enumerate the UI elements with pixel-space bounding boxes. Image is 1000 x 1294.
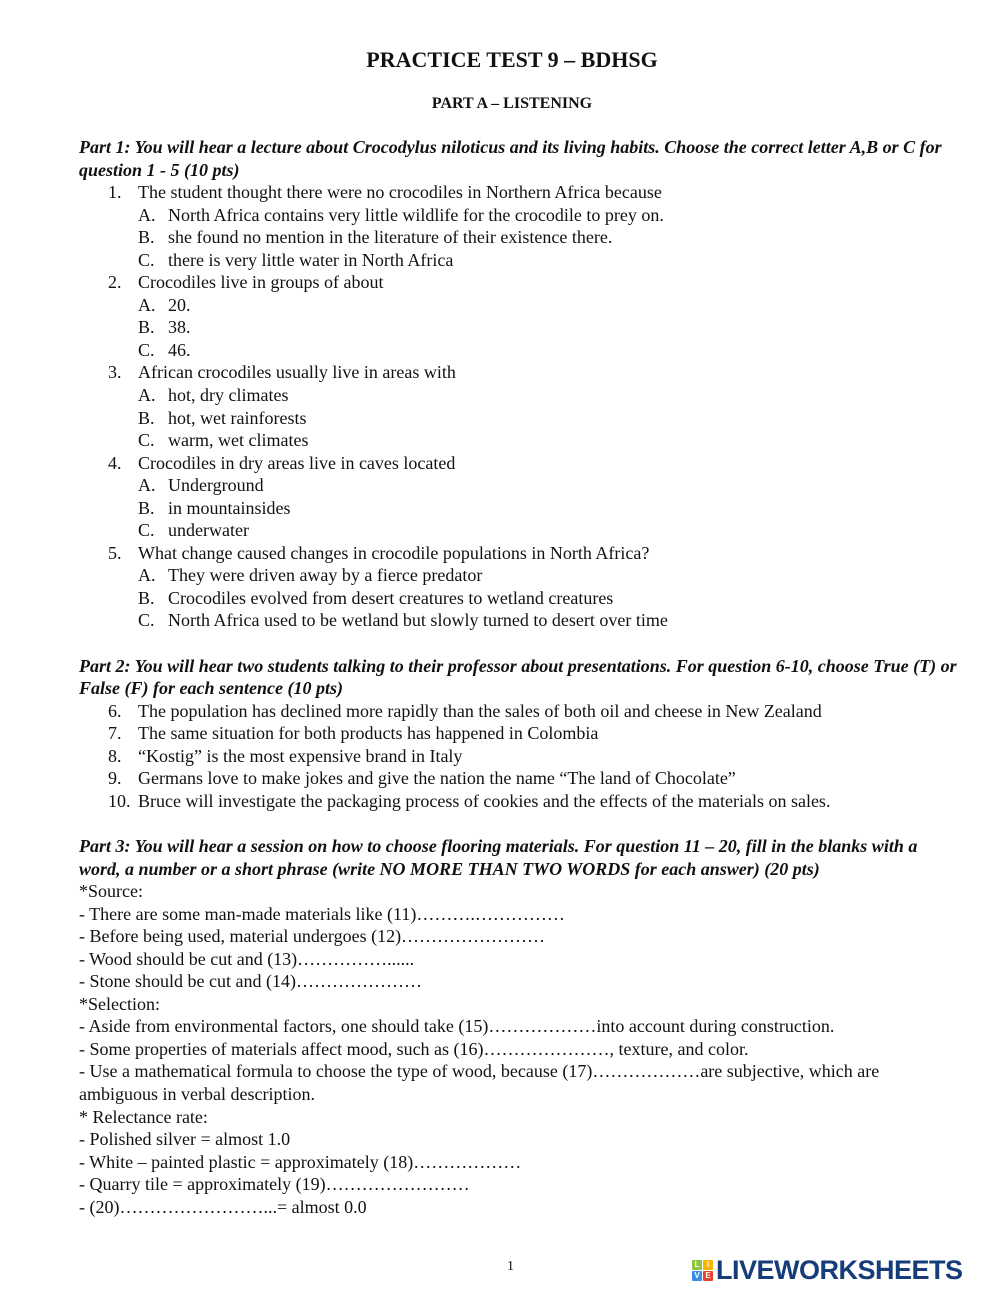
fill-in-line: - Stone should be cut and (14)………………… [79, 971, 422, 992]
fill-in-line: - Wood should be cut and (13)……………...... [79, 948, 415, 969]
question-number: 8. [108, 745, 122, 766]
answer-option [79, 474, 959, 497]
question-text: African crocodiles usually live in areas with [138, 362, 456, 383]
option-letter: B. [138, 497, 155, 518]
question-text: The population has declined more rapidly than the sales of both oil and cheese in New Zealand [138, 700, 822, 721]
question-number: 2. [108, 272, 122, 293]
fill-in-line: *Selection: [79, 993, 160, 1014]
option-letter: A. [138, 204, 156, 225]
section-title: PART A – LISTENING [431, 95, 593, 112]
fill-in-line: - There are some man-made materials like (11)……….…………… [79, 903, 565, 924]
question [79, 790, 959, 813]
answer-option [79, 204, 959, 227]
part-1 [79, 136, 959, 632]
liveworksheets-logo [692, 1255, 963, 1286]
answer-option [79, 519, 959, 542]
part-heading: Part 1: You will hear a lecture about Crocodylus niloticus and its living habits. Choose the correct letter A,B or C for question 1 - 5 (10 pts) [79, 137, 942, 180]
answer-option [79, 497, 959, 520]
question-text: Crocodiles live in groups of about [138, 272, 384, 293]
option-letter: B. [138, 407, 155, 428]
question-number: 9. [108, 768, 122, 789]
fill-in-line: - Use a mathematical formula to choose the type of wood, because (17)………………are subjective, which are ambiguous in verbal description. [79, 1061, 880, 1104]
option-letter: B. [138, 317, 155, 338]
fill-in-line: - Polished silver = almost 1.0 [79, 1129, 291, 1150]
question [79, 722, 959, 745]
option-text: North Africa used to be wetland but slowly turned to desert over time [168, 610, 668, 631]
question-text: What change caused changes in crocodile populations in North Africa? [138, 542, 650, 563]
fill-in-line: - (20)……………………...= almost 0.0 [79, 1196, 367, 1217]
part-2 [79, 655, 959, 813]
logo-tile: V [692, 1271, 702, 1281]
option-letter: C. [138, 520, 155, 541]
option-letter: A. [138, 475, 156, 496]
question-number: 3. [108, 362, 122, 383]
option-letter: A. [138, 385, 156, 406]
option-letter: C. [138, 430, 155, 451]
logo-tiles-icon [692, 1260, 713, 1281]
option-text: hot, wet rainforests [168, 407, 307, 428]
option-text: 20. [168, 294, 191, 315]
option-text: They were driven away by a fierce predator [168, 565, 483, 586]
question-text: The same situation for both products has happened in Colombia [138, 723, 599, 744]
option-text: there is very little water in North Africa [168, 249, 454, 270]
page-number: 1 [507, 1259, 514, 1274]
question [79, 700, 959, 723]
option-text: Underground [168, 475, 264, 496]
question [79, 745, 959, 768]
question-text: “Kostig” is the most expensive brand in Italy [138, 745, 463, 766]
fill-in-line: - White – painted plastic = approximately (18)……………… [79, 1151, 522, 1172]
option-text: in mountainsides [168, 497, 291, 518]
fill-in-line: * Relectance rate: [79, 1106, 208, 1127]
answer-option [79, 316, 959, 339]
part-heading: Part 3: You will hear a session on how to choose flooring materials. For question 11 – 20, fill in the blanks with a word, a number or a short phrase (write NO MORE THAN TWO WORDS for each answer) (20 pts) [79, 835, 918, 879]
option-text: underwater [168, 520, 249, 541]
question-number: 4. [108, 452, 122, 473]
question-number: 5. [108, 542, 122, 563]
fill-in-line: - Aside from environmental factors, one should take (15)………………into account during construction. [79, 1016, 835, 1037]
question [79, 181, 959, 204]
fill-in-line: - Quarry tile = approximately (19)…………………… [79, 1174, 470, 1195]
option-text: Crocodiles evolved from desert creatures to wetland creatures [168, 587, 614, 608]
answer-option [79, 339, 959, 362]
answer-option [79, 294, 959, 317]
answer-option [79, 609, 959, 632]
fill-in-line: - Some properties of materials affect mood, such as (16)…………………, texture, and color. [79, 1038, 749, 1059]
question [79, 767, 959, 790]
question [79, 452, 959, 475]
option-text: she found no mention in the literature of their existence there. [168, 227, 613, 248]
fill-in-line: - Before being used, material undergoes (12)…………………… [79, 926, 546, 947]
option-letter: A. [138, 294, 156, 315]
question-text: The student thought there were no crocodiles in Northern Africa because [138, 182, 662, 203]
question [79, 271, 959, 294]
option-letter: C. [138, 610, 155, 631]
part-heading: Part 2: You will hear two students talking to their professor about presentations. For question 6-10, choose True (T) or False (F) for each sentence (10 pts) [79, 655, 957, 699]
question-number: 1. [108, 182, 122, 203]
question [79, 542, 959, 565]
question-text: Germans love to make jokes and give the nation the name “The land of Chocolate” [138, 768, 736, 789]
option-text: North Africa contains very little wildlife for the crocodile to prey on. [168, 204, 664, 225]
option-letter: A. [138, 565, 156, 586]
fill-in-line: *Source: [79, 881, 143, 902]
answer-option [79, 249, 959, 272]
document-body [79, 136, 959, 1241]
answer-option [79, 587, 959, 610]
document-title: PRACTICE TEST 9 – BDHSG [366, 47, 658, 72]
part-3 [79, 835, 959, 1218]
option-letter: C. [138, 249, 155, 270]
option-text: 46. [168, 339, 191, 360]
question-text: Bruce will investigate the packaging process of cookies and the effects of the materials on sales. [138, 790, 831, 811]
question-text: Crocodiles in dry areas live in caves located [138, 452, 456, 473]
option-text: hot, dry climates [168, 385, 289, 406]
logo-text: LIVEWORKSHEETS [716, 1255, 963, 1285]
option-letter: C. [138, 339, 155, 360]
option-letter: B. [138, 587, 155, 608]
option-text: warm, wet climates [168, 430, 309, 451]
logo-tile: E [703, 1271, 713, 1281]
answer-option [79, 226, 959, 249]
logo-tile: I [703, 1260, 713, 1270]
question [79, 361, 959, 384]
option-text: 38. [168, 317, 191, 338]
answer-option [79, 429, 959, 452]
question-number: 7. [108, 723, 122, 744]
logo-tile: L [692, 1260, 702, 1270]
answer-option [79, 407, 959, 430]
question-number: 10. [108, 790, 131, 811]
answer-option [79, 564, 959, 587]
question-number: 6. [108, 700, 122, 721]
answer-option [79, 384, 959, 407]
option-letter: B. [138, 227, 155, 248]
